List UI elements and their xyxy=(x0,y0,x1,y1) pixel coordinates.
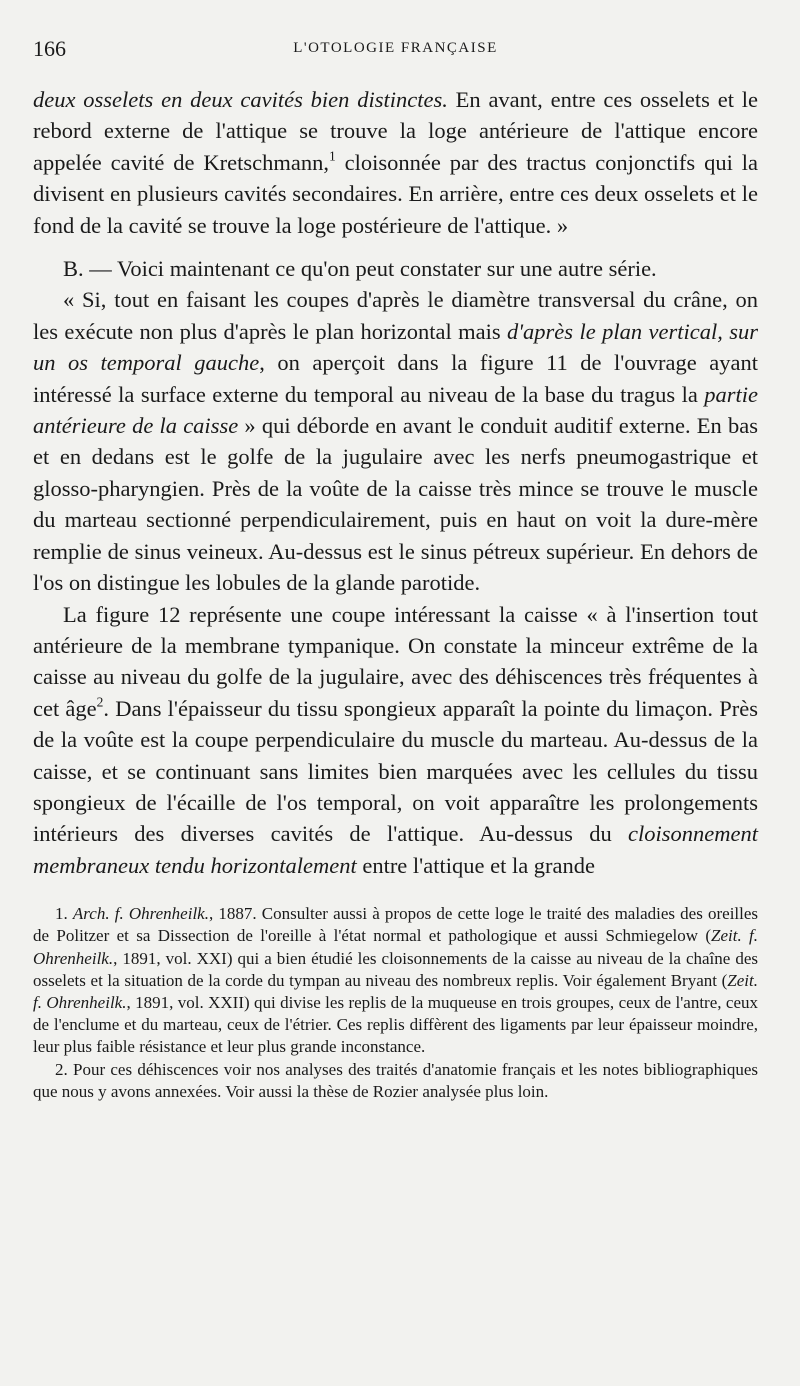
italic-text: Zeit. f. Ohrenheilk. xyxy=(33,926,759,968)
footnote xyxy=(33,1059,758,1103)
paragraph xyxy=(33,253,758,284)
text-run: La figure 12 représente une coupe intéressant la caisse « à l'insertion tout antérieure de la membrane tympanique. On constate la minceur extrême de la caisse au niveau du golfe de la jugulaire, avec des déhiscences très fréquentes à cet âge xyxy=(33,601,758,721)
footnotes xyxy=(33,903,758,1103)
italic-text: deux osselets en deux cavités bien distinctes. xyxy=(33,87,448,112)
text-run: . Dans l'épaisseur du tissu spongieux apparaît la pointe du limaçon. Près de la voûte est la coupe perpendiculaire du muscle du marteau. Au-dessus de la caisse, et se continuant sans limites bien marquées avec les cellules du tissu spongieux de l'écaille de l'os temporal, on voit apparaître les prolongements intérieurs des diverses cavités de l'attique. Au-dessus du xyxy=(33,695,758,847)
text-run: entre l'attique et la grande xyxy=(356,852,596,878)
text-run: En avant, entre ces osselets et le rebord externe de l'attique se trouve la loge antérieure de l'attique encore appelée cavité de Kretschmann, xyxy=(33,87,758,175)
italic-text: Arch. f. Ohrenheilk. xyxy=(72,904,209,924)
footnote xyxy=(33,903,758,1058)
page-number: 166 xyxy=(33,36,66,61)
footnote-ref: 1 xyxy=(328,148,336,164)
running-head: L'OTOLOGIE FRANÇAISE xyxy=(293,40,498,56)
paragraph xyxy=(33,84,758,241)
paragraph xyxy=(33,284,758,598)
text-run: , 1891, vol. XXI) qui a bien étudié les cloisonnements de la caisse au niveau de la chaîne des osselets et la situation de la corde du tympan au niveau des nombreux replis. Voir également Bryant ( xyxy=(33,948,758,990)
italic-text: Zeit. f. Ohrenheilk. xyxy=(33,970,758,1012)
text-run: cloisonnée par des tractus conjonctifs qui la divisent en plusieurs cavités secondaires. En arrière, entre ces deux osselets et le fond de la cavité se trouve la loge postérieure de l'attique. » xyxy=(33,149,758,238)
text-run: » qui déborde en avant le conduit auditif externe. En bas et en dedans est le golfe de la jugulaire avec les nerfs pneumogastrique et glosso-pharyngien. Près de la voûte de la caisse très mince se trouve le muscle du marteau sectionné perpendiculairement, puis en haut on voit la dure-mère remplie de sinus veineux. Au-dessus est le sinus pétreux supérieur. En dehors de l'os on distingue les lobules de la glande parotide. xyxy=(33,413,758,596)
text-run: , 1887. Consulter aussi à propos de cette loge le traité des maladies des oreilles de Politzer et sa Dissection de l'oreille à l'état normal et pathologique et aussi Schmiegelow ( xyxy=(33,904,759,946)
italic-text: partie antérieure de la caisse xyxy=(33,381,758,439)
italic-text: cloisonnement membraneux tendu horizontalement xyxy=(33,821,758,878)
text-run: B. — Voici maintenant ce qu'on peut constater sur une autre série. xyxy=(63,256,657,282)
footnote-ref: 2 xyxy=(96,694,104,710)
text-run: 2. Pour ces déhiscences voir nos analyses des traités d'anatomie français et les notes bibliographiques que nous y avons annexées. Voir aussi la thèse de Rozier analysée plus loin. xyxy=(33,1059,758,1101)
text-run: , 1891, vol. XXII) qui divise les replis de la muqueuse en trois groupes, ceux de l'antre, ceux de l'enclume et du marteau, ceux de l'étrier. Ces replis diffèrent des ligaments par leur épaisseur moindre, leur plus faible résistance et leur plus grande inconstance. xyxy=(33,992,758,1057)
text-run: 1. xyxy=(55,904,73,924)
page-header xyxy=(33,34,758,74)
italic-text: d'après le plan vertical, sur un os temporal gauche xyxy=(33,318,758,376)
text-run: , on aperçoit dans la figure 11 de l'ouvrage ayant intéressé la surface externe du temporal au niveau de la base du tragus la xyxy=(33,350,758,407)
text-run: « Si, tout en faisant les coupes d'après le diamètre transversal du crâne, on les exécute non plus d'après le plan horizontal mais xyxy=(33,287,758,344)
paragraph xyxy=(33,599,758,882)
body-text xyxy=(33,84,758,881)
